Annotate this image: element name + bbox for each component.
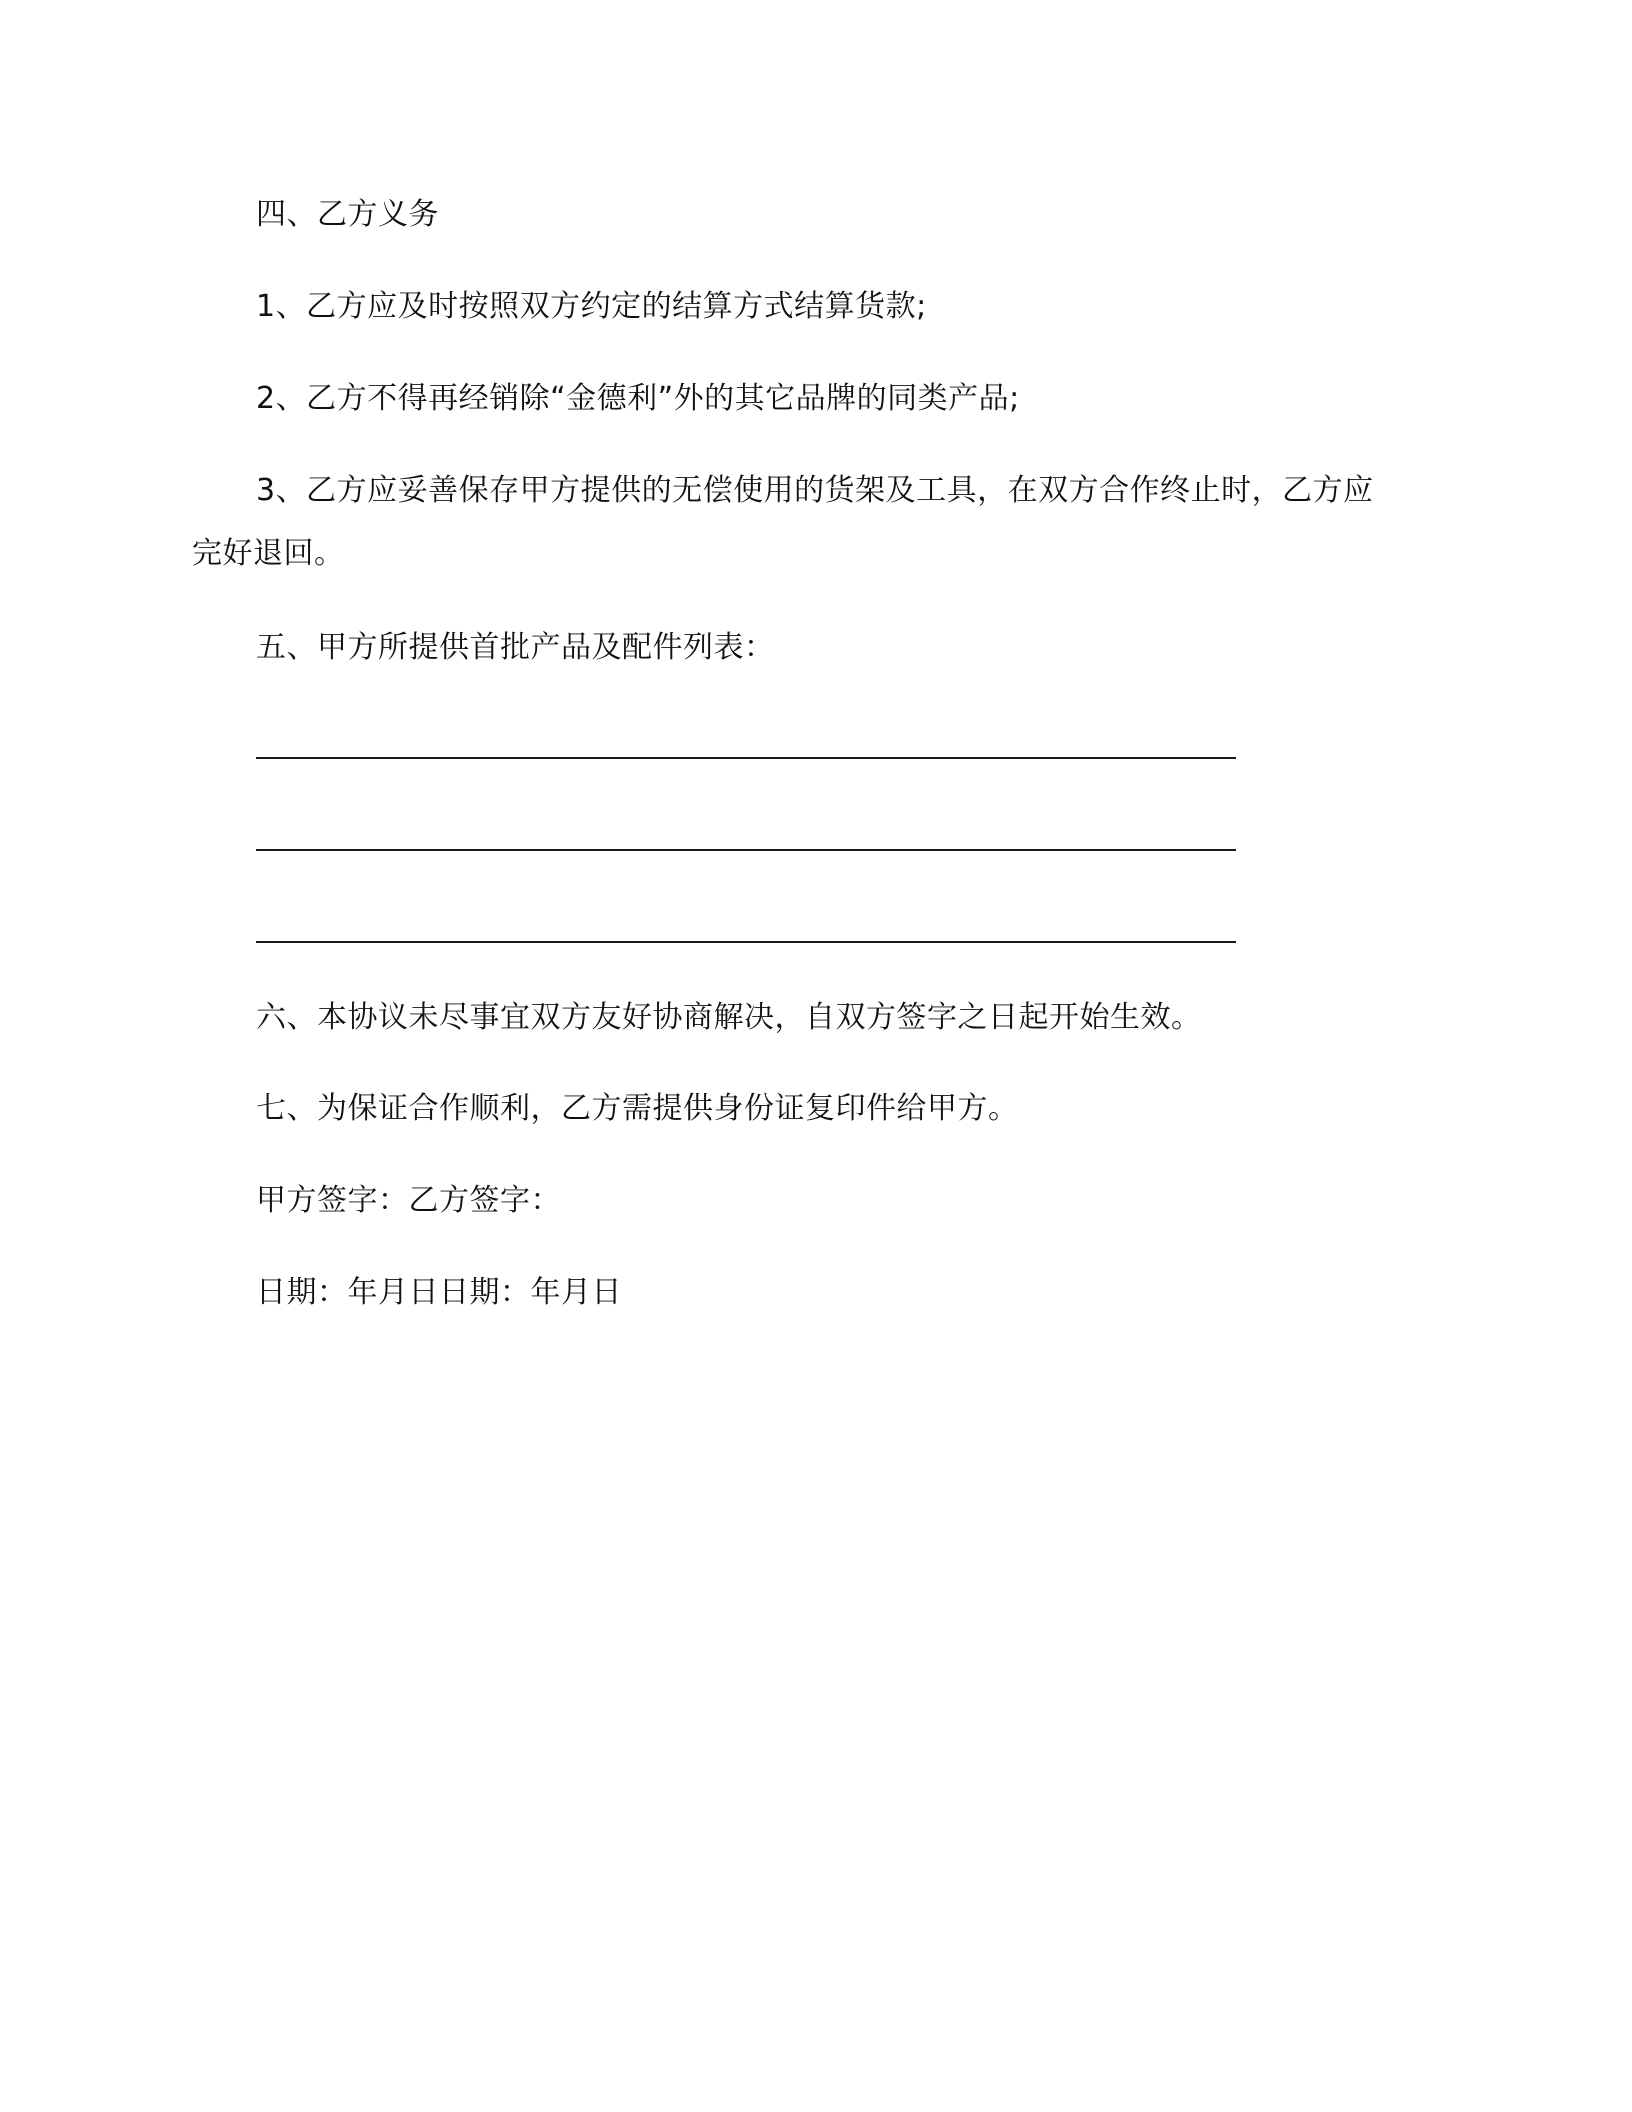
obligation-3-line-2: 完好退回。 [192, 536, 345, 571]
section-six: 六、本协议未尽事宜双方友好协商解决，自双方签字之日起开始生效。 [256, 1000, 1202, 1035]
section-five-heading: 五、甲方所提供首批产品及配件列表： [256, 630, 775, 665]
obligation-2: 2、乙方不得再经销除“金德利”外的其它品牌的同类产品; [256, 381, 1020, 416]
section-seven: 七、为保证合作顺利，乙方需提供身份证复印件给甲方。 [256, 1091, 1019, 1126]
obligation-3 [192, 459, 1432, 585]
date-line: 日期：年月日日期：年月日 [256, 1275, 622, 1310]
obligation-3-line-1: 3、乙方应妥善保存甲方提供的无偿使用的货架及工具，在双方合作终止时，乙方应 [256, 473, 1374, 508]
product-list-blank-line-2 [256, 849, 1236, 851]
signature-line: 甲方签字：乙方签字： [256, 1183, 561, 1218]
product-list-blank-line-3 [256, 941, 1236, 943]
obligation-1: 1、乙方应及时按照双方约定的结算方式结算货款; [256, 289, 927, 324]
section-four-heading: 四、乙方义务 [256, 197, 439, 232]
product-list-blank-line-1 [256, 757, 1236, 759]
